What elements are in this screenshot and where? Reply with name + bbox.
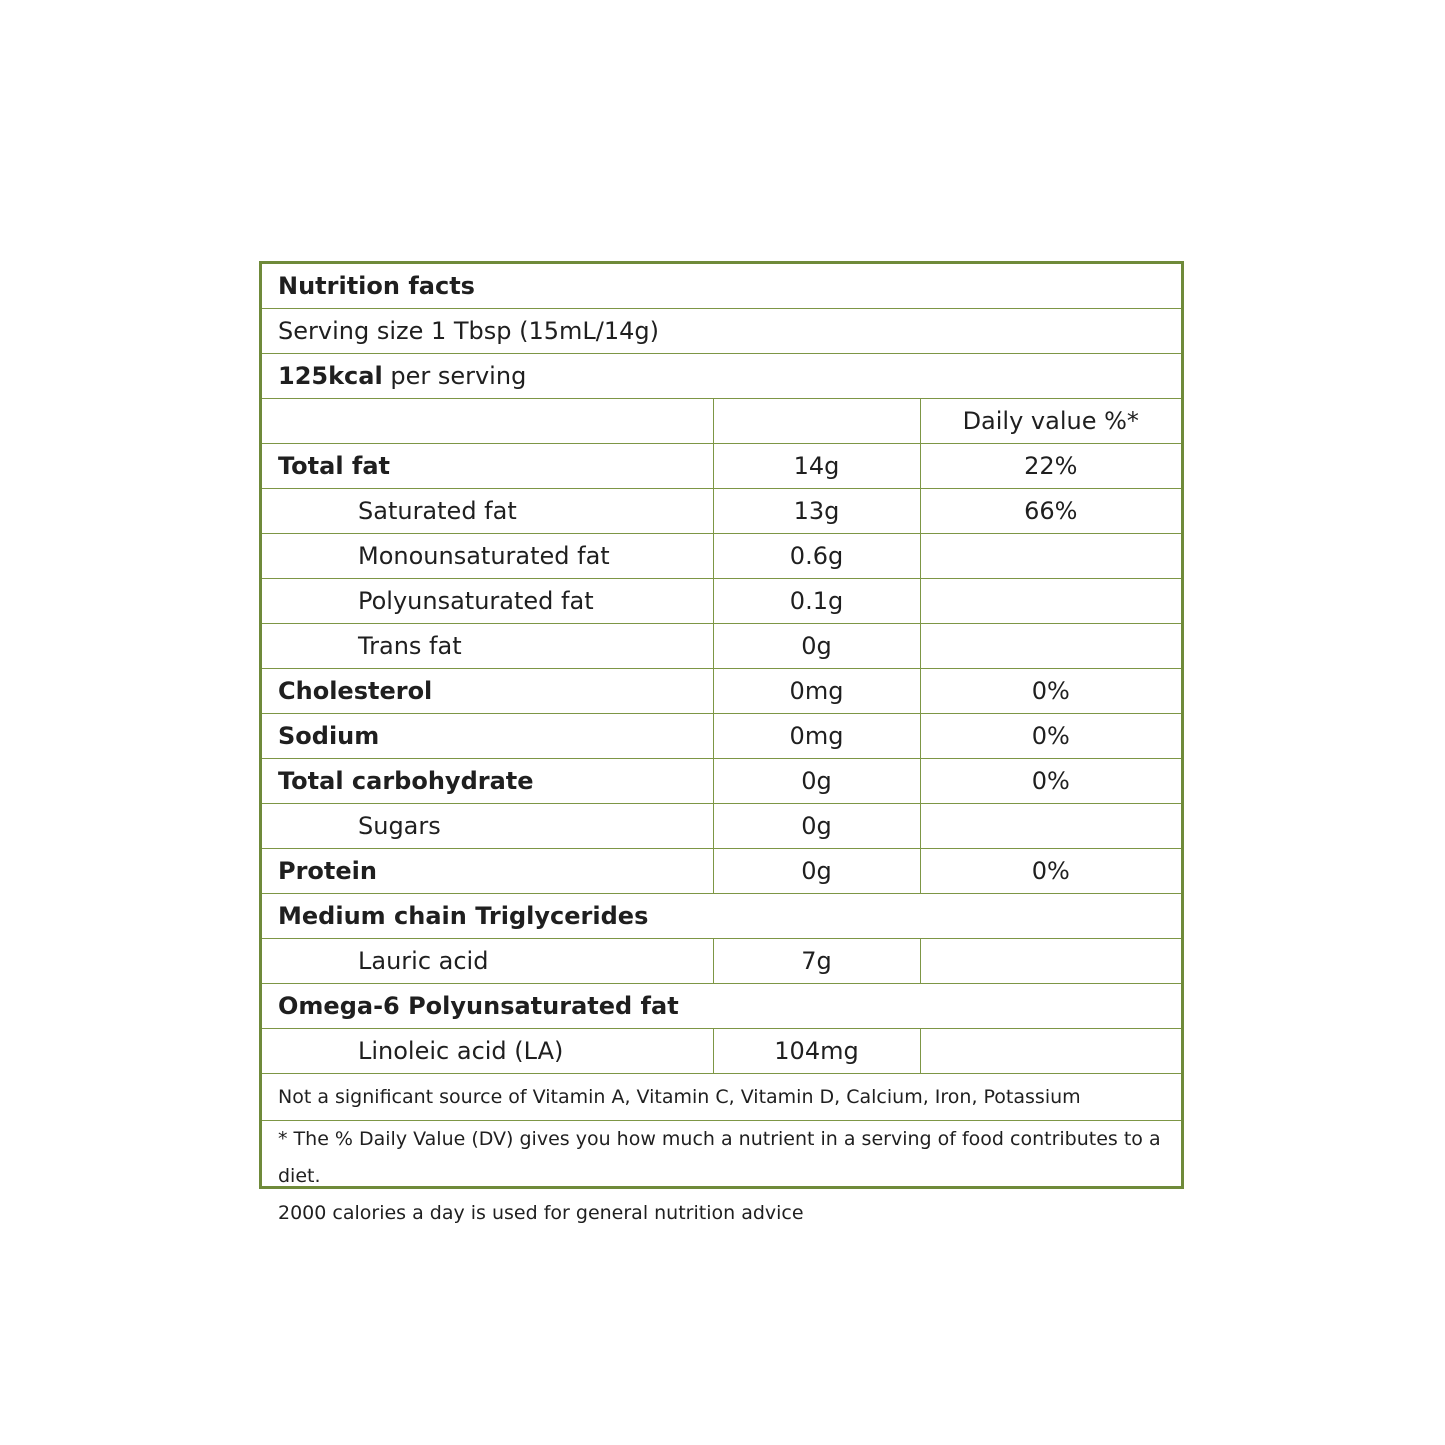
table-row <box>262 759 1181 804</box>
section-header-row <box>262 984 1181 1029</box>
nutrient-daily-value: 0% <box>920 849 1181 894</box>
nutrient-name: Saturated fat <box>262 489 713 534</box>
nutrient-daily-value: 0% <box>920 759 1181 804</box>
nutrient-daily-value: 0% <box>920 669 1181 714</box>
nutrient-amount: 0g <box>713 624 920 669</box>
calories-suffix: per serving <box>382 362 527 390</box>
nutrient-amount: 0g <box>713 849 920 894</box>
serving-size: Serving size 1 Tbsp (15mL/14g) <box>262 309 1181 354</box>
calories-value: 125kcal <box>278 362 383 390</box>
nutrient-daily-value <box>920 939 1181 984</box>
nutrient-amount: 0.6g <box>713 534 920 579</box>
nutrient-daily-value <box>920 1029 1181 1074</box>
nutrient-amount: 104mg <box>713 1029 920 1074</box>
not-significant-row <box>262 1074 1181 1121</box>
nutrient-amount: 0.1g <box>713 579 920 624</box>
nutrient-daily-value <box>920 579 1181 624</box>
nutrient-name: Monounsaturated fat <box>262 534 713 579</box>
table-row <box>262 534 1181 579</box>
nutrient-daily-value: 22% <box>920 444 1181 489</box>
nutrient-name: Lauric acid <box>262 939 713 984</box>
daily-value-footnote <box>262 1121 1181 1233</box>
header-empty-amount <box>713 399 920 444</box>
label-title: Nutrition facts <box>262 264 1181 309</box>
nutrient-amount: 14g <box>713 444 920 489</box>
nutrient-name: Linoleic acid (LA) <box>262 1029 713 1074</box>
nutrient-amount: 7g <box>713 939 920 984</box>
header-empty-name <box>262 399 713 444</box>
nutrient-amount: 0mg <box>713 669 920 714</box>
nutrient-name: Polyunsaturated fat <box>262 579 713 624</box>
nutrient-name: Trans fat <box>262 624 713 669</box>
nutrient-name: Cholesterol <box>262 669 713 714</box>
nutrient-daily-value: 66% <box>920 489 1181 534</box>
nutrient-daily-value <box>920 624 1181 669</box>
table-row <box>262 714 1181 759</box>
nutrient-name: Sugars <box>262 804 713 849</box>
table-row <box>262 489 1181 534</box>
nutrient-amount: 0g <box>713 804 920 849</box>
nutrient-daily-value <box>920 804 1181 849</box>
table-row <box>262 849 1181 894</box>
nutrient-name: Total carbohydrate <box>262 759 713 804</box>
table-row <box>262 669 1181 714</box>
table-row <box>262 579 1181 624</box>
section-header-row <box>262 894 1181 939</box>
serving-size-row <box>262 309 1181 354</box>
nutrient-name: Sodium <box>262 714 713 759</box>
nutrition-table <box>262 264 1181 1232</box>
daily-value-header: Daily value %* <box>920 399 1181 444</box>
section-header-mct: Medium chain Triglycerides <box>262 894 1181 939</box>
nutrient-name: Total fat <box>262 444 713 489</box>
nutrient-amount: 13g <box>713 489 920 534</box>
calories-row <box>262 354 1181 399</box>
table-row <box>262 939 1181 984</box>
footnote-line-2: 2000 calories a day is used for general nutrition advice <box>278 1202 804 1224</box>
footnote-line-1: * The % Daily Value (DV) gives you how much a nutrient in a serving of food contributes to a diet. <box>278 1128 1161 1187</box>
calories <box>262 354 1181 399</box>
table-row <box>262 804 1181 849</box>
column-header-row <box>262 399 1181 444</box>
nutrient-amount: 0g <box>713 759 920 804</box>
nutrient-amount: 0mg <box>713 714 920 759</box>
nutrient-daily-value: 0% <box>920 714 1181 759</box>
nutrition-facts-label <box>259 261 1184 1224</box>
nutrient-name: Protein <box>262 849 713 894</box>
table-row <box>262 624 1181 669</box>
section-header-omega6: Omega-6 Polyunsaturated fat <box>262 984 1181 1029</box>
title-row <box>262 264 1181 309</box>
footnote-row <box>262 1121 1181 1233</box>
table-row <box>262 1029 1181 1074</box>
nutrient-daily-value <box>920 534 1181 579</box>
not-significant-note: Not a significant source of Vitamin A, Vitamin C, Vitamin D, Calcium, Iron, Potassium <box>262 1074 1181 1121</box>
table-row <box>262 444 1181 489</box>
